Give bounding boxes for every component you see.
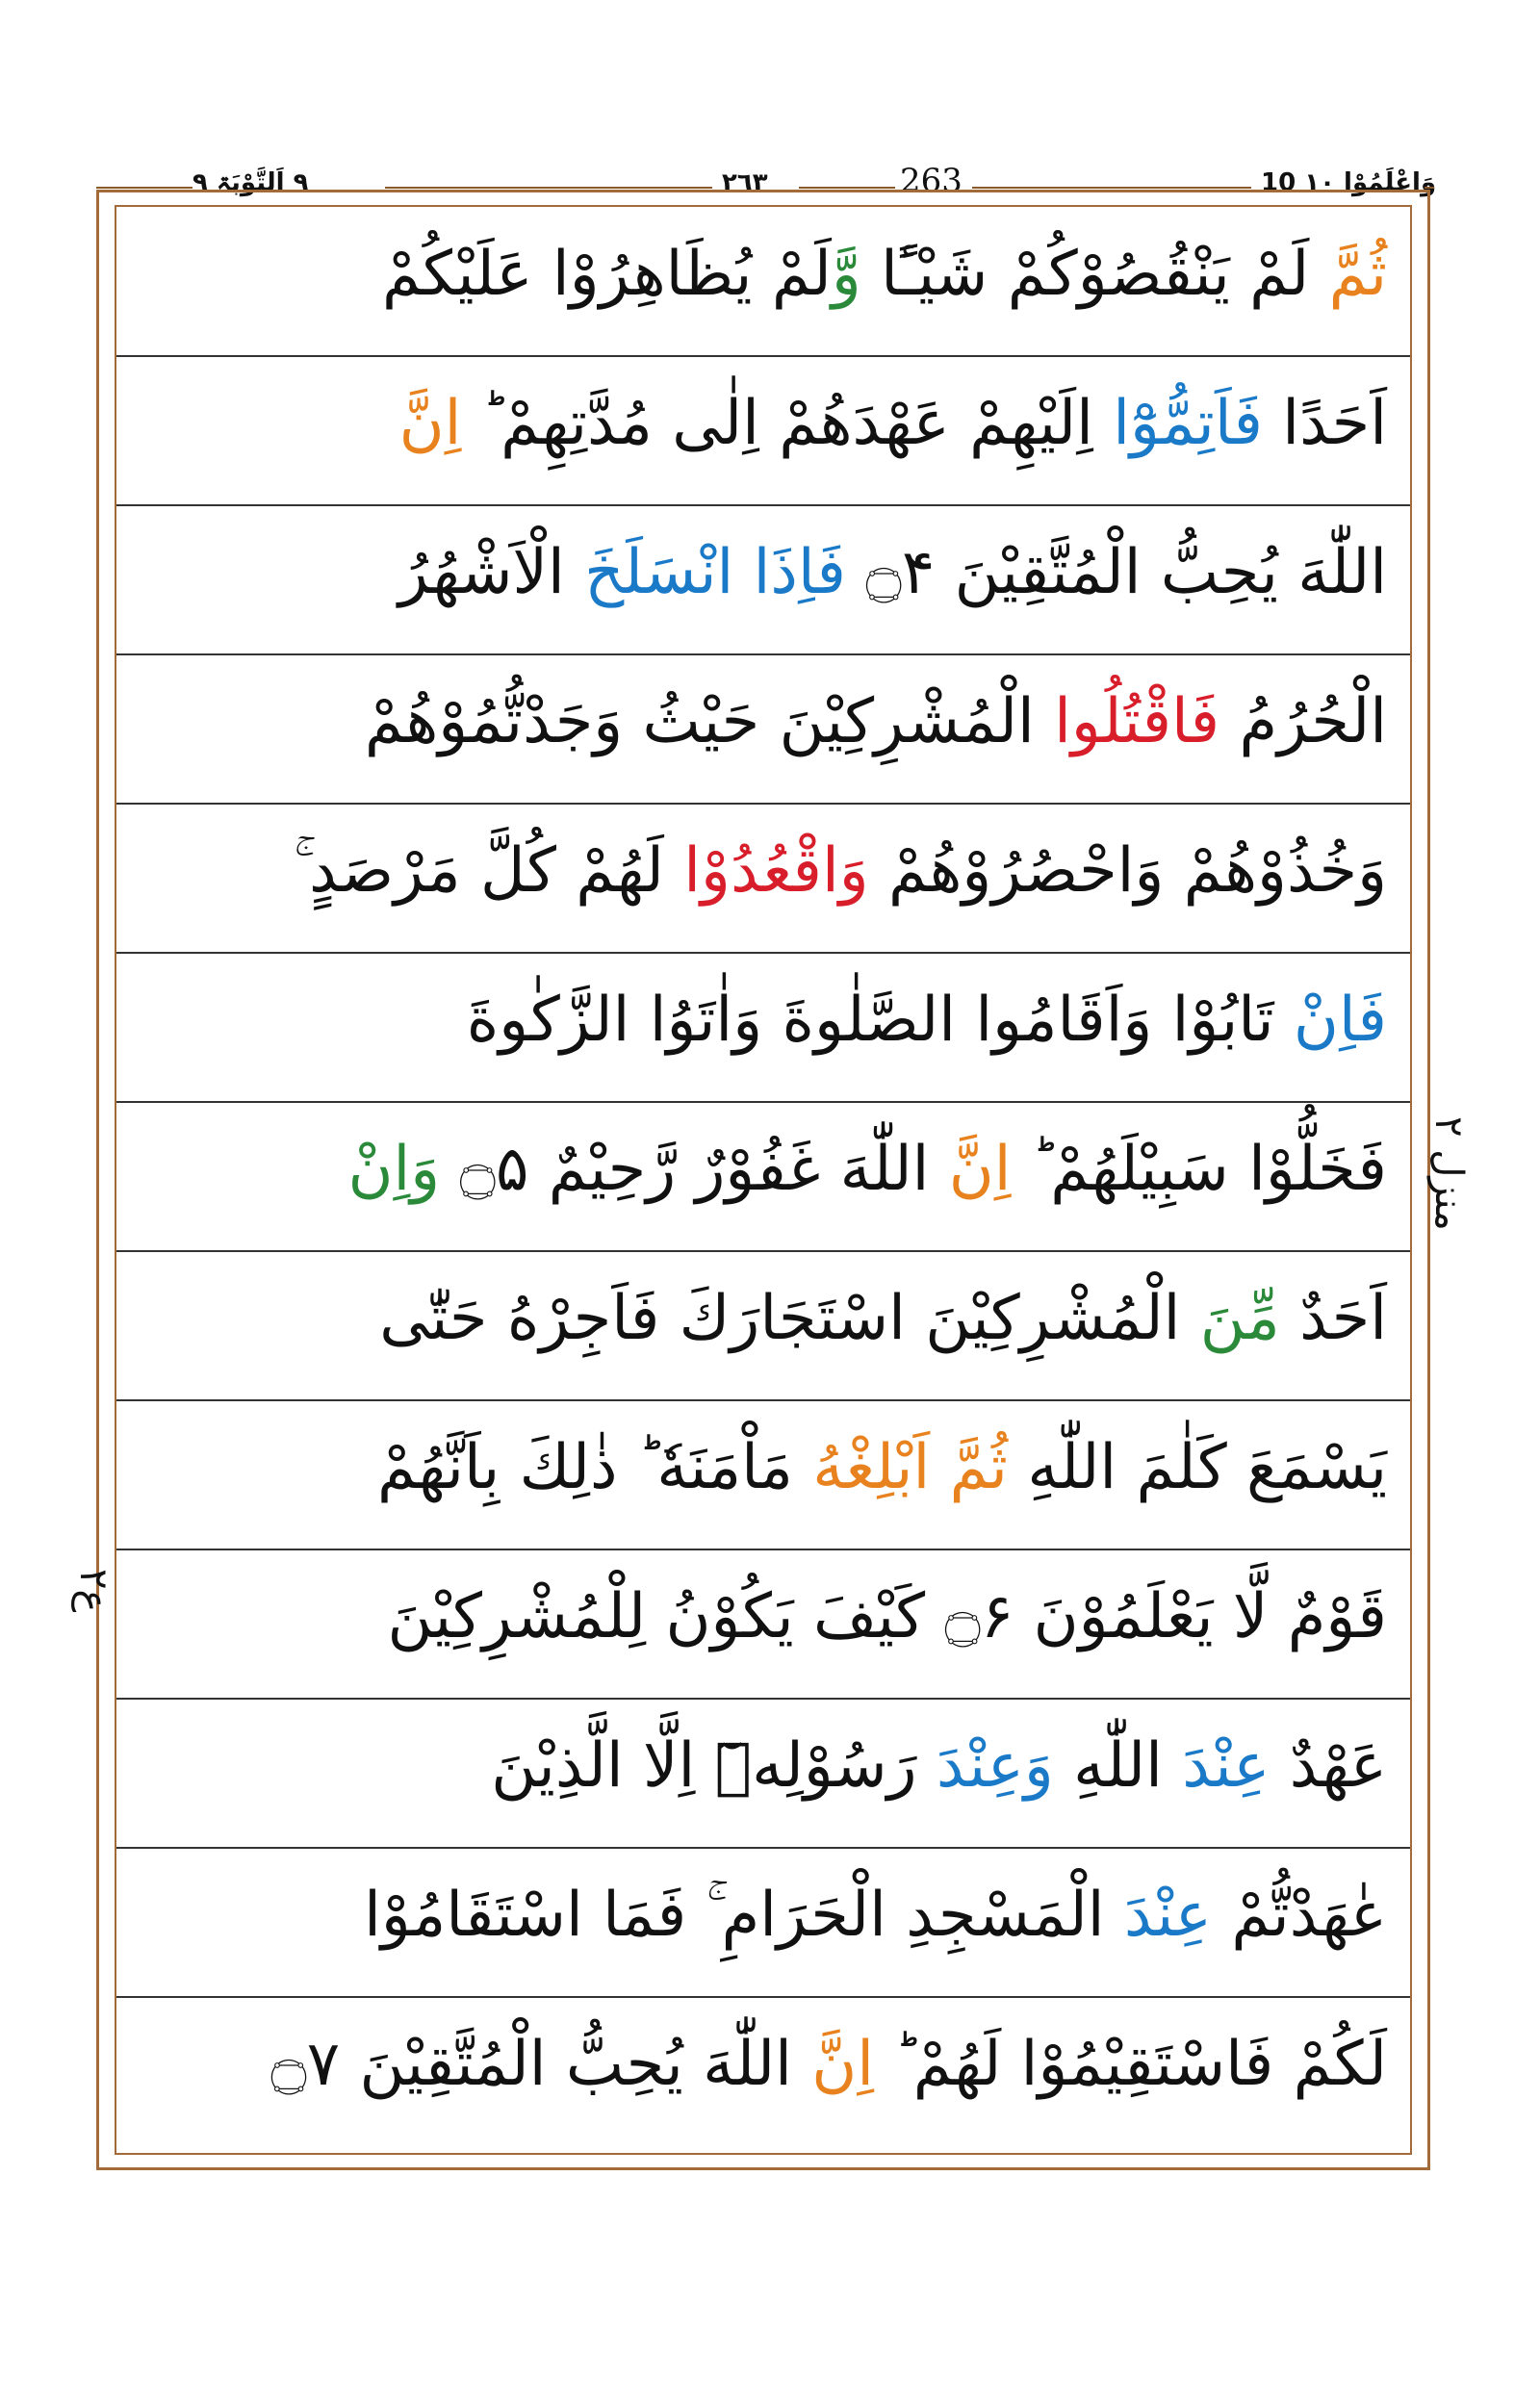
verse-line-text bbox=[491, 1713, 1387, 1819]
verse-segment: ثُمَّ bbox=[1309, 239, 1387, 310]
page-number: 263 bbox=[900, 162, 962, 200]
header-rule bbox=[96, 187, 192, 189]
verse-segment: الْمَسْجِدِ الْحَرَامِ ۚ فَمَا اسْتَقَامُوْا bbox=[364, 1880, 1124, 1951]
verse-segment: الْمُشْرِكِيْنَ اسْتَجَارَكَ فَاَجِرْهُ حَتّٰى bbox=[379, 1283, 1200, 1354]
verse-line-text bbox=[347, 1116, 1387, 1222]
verse-line bbox=[116, 357, 1410, 506]
verse-line-text bbox=[364, 1862, 1387, 1968]
verse-line-text bbox=[382, 221, 1387, 327]
verse-line-text bbox=[399, 371, 1387, 476]
verse-segment: فَاقْتُلُوا bbox=[1054, 686, 1220, 757]
verse-line-text bbox=[294, 818, 1387, 924]
verse-segment: اِنَّ bbox=[398, 388, 462, 459]
verse-line-text bbox=[377, 1415, 1387, 1521]
verse-segment: عٰهَدْتُّمْ bbox=[1211, 1880, 1387, 1951]
verse-segment: لَكُمْ فَاسْتَقِيْمُوْا لَهُمْ ؕ bbox=[874, 2029, 1387, 2100]
verse-segment: اَحَدٌ bbox=[1279, 1283, 1387, 1354]
verse-segment: اِنَّ bbox=[811, 2029, 875, 2100]
verse-segment: لَمْ يَنْقُصُوْكُمْ شَيْـًٔا bbox=[860, 239, 1310, 310]
verse-segment: الْمُشْرِكِيْنَ حَيْثُ وَجَدْتُّمُوْهُمْ bbox=[364, 686, 1055, 757]
verse-segment: وَّ bbox=[831, 239, 861, 310]
ruku-marker: ع٢ bbox=[71, 1569, 116, 1613]
verse-line bbox=[116, 1252, 1410, 1401]
verse-segment: عِنْدَ bbox=[1123, 1880, 1212, 1951]
para-name: 10 وَاعْلَمُوْا ١٠ bbox=[1261, 168, 1437, 197]
verse-segment: عِنْدَ bbox=[1182, 1730, 1270, 1802]
surah-name: ٩ اَلتَّوْبَۃ ٩ bbox=[192, 168, 309, 197]
verse-segment: اللّٰهَ يُحِبُّ الْمُتَّقِيْنَ ۝۷ bbox=[270, 2029, 812, 2100]
verse-segment: الْاَشْهُرُ bbox=[398, 537, 585, 608]
verse-segment: فَاِنْ bbox=[1293, 985, 1387, 1056]
verse-line bbox=[116, 655, 1410, 805]
verse-line-text bbox=[379, 1266, 1387, 1371]
verse-segment: اللّٰهَ غَفُوْرٌ رَّحِيْمٌ ۝۵ bbox=[440, 1134, 949, 1205]
verse-line bbox=[116, 1103, 1410, 1252]
verse-segment: ثُمَّ اَبْلِغْهُ bbox=[812, 1432, 1008, 1503]
verse-segment: لَمْ يُظَاهِرُوْا عَلَيْكُمْ bbox=[381, 239, 832, 310]
verse-segment: اللّٰهَ يُحِبُّ الْمُتَّقِيْنَ ۝۴ bbox=[846, 537, 1387, 608]
verse-line-text bbox=[365, 669, 1387, 775]
verse-line bbox=[116, 805, 1410, 954]
verse-segment: اللّٰهِ bbox=[1053, 1730, 1183, 1802]
header-rule bbox=[972, 187, 1251, 189]
verse-segment: فَاِذَا انْسَلَخَ bbox=[584, 537, 846, 608]
verse-line-text bbox=[388, 1564, 1388, 1670]
verse-line bbox=[116, 1998, 1410, 2147]
verse-segment: تَابُوْا وَاَقَامُوا الصَّلٰوةَ وَاٰتَوُا الزَّكٰوةَ bbox=[466, 985, 1294, 1056]
verse-segment: وَعِنْدَ bbox=[936, 1730, 1054, 1802]
verse-line-text bbox=[398, 520, 1387, 626]
verse-segment: عَهْدٌ bbox=[1270, 1730, 1387, 1802]
verse-segment: رَسُوْلِهٖٓ اِلَّا الَّذِيْنَ bbox=[491, 1730, 937, 1802]
verse-segment: اَحَدًا bbox=[1262, 388, 1387, 459]
verse-line-text bbox=[270, 2011, 1387, 2117]
header-rule bbox=[385, 187, 712, 189]
verse-segment: وَخُذُوْهُمْ وَاحْصُرُوْهُمْ bbox=[868, 835, 1387, 907]
verse-segment: اِنَّ bbox=[948, 1134, 1012, 1205]
verse-segment: قَوْمٌ لَّا يَعْلَمُوْنَ ۝۶ كَيْفَ يَكُوْنُ لِلْمُشْرِكِيْنَ bbox=[387, 1581, 1387, 1652]
page-number-urdu: ٢٦٣ bbox=[722, 168, 768, 197]
header-rule bbox=[799, 187, 895, 189]
verse-line bbox=[116, 1550, 1410, 1700]
verse-line bbox=[116, 506, 1410, 655]
verse-segment: وَاقْعُدُوْا bbox=[683, 835, 869, 907]
verse-segment: يَسْمَعَ كَلٰمَ اللّٰهِ bbox=[1007, 1432, 1387, 1503]
verse-segment: وَاِنْ bbox=[347, 1134, 441, 1205]
verse-line bbox=[116, 954, 1410, 1103]
verse-line bbox=[116, 1849, 1410, 1998]
verse-segment: فَخَلُّوْا سَبِيْلَهُمْ ؕ bbox=[1011, 1134, 1387, 1205]
verse-segment: اِلَيْهِمْ عَهْدَهُمْ اِلٰى مُدَّتِهِمْ ؕ bbox=[461, 388, 1114, 459]
manzil-marker: منزل ٢ bbox=[1426, 1116, 1471, 1231]
verse-segment: مَاْمَنَهٗ ؕ ذٰلِكَ بِاَنَّهُمْ bbox=[377, 1432, 813, 1503]
verse-line bbox=[116, 1700, 1410, 1849]
verse-segment: الْحُرُمُ bbox=[1219, 686, 1387, 757]
verse-line bbox=[116, 1401, 1410, 1550]
header-rule bbox=[1424, 187, 1434, 189]
verse-segment: فَاَتِمُّوْٓا bbox=[1113, 388, 1263, 459]
verse-line-text bbox=[467, 967, 1387, 1073]
verse-segment: مِّنَ bbox=[1199, 1283, 1280, 1354]
verse-line bbox=[116, 208, 1410, 357]
verse-segment: لَهُمْ كُلَّ مَرْصَدٍ ۚ bbox=[294, 835, 684, 907]
